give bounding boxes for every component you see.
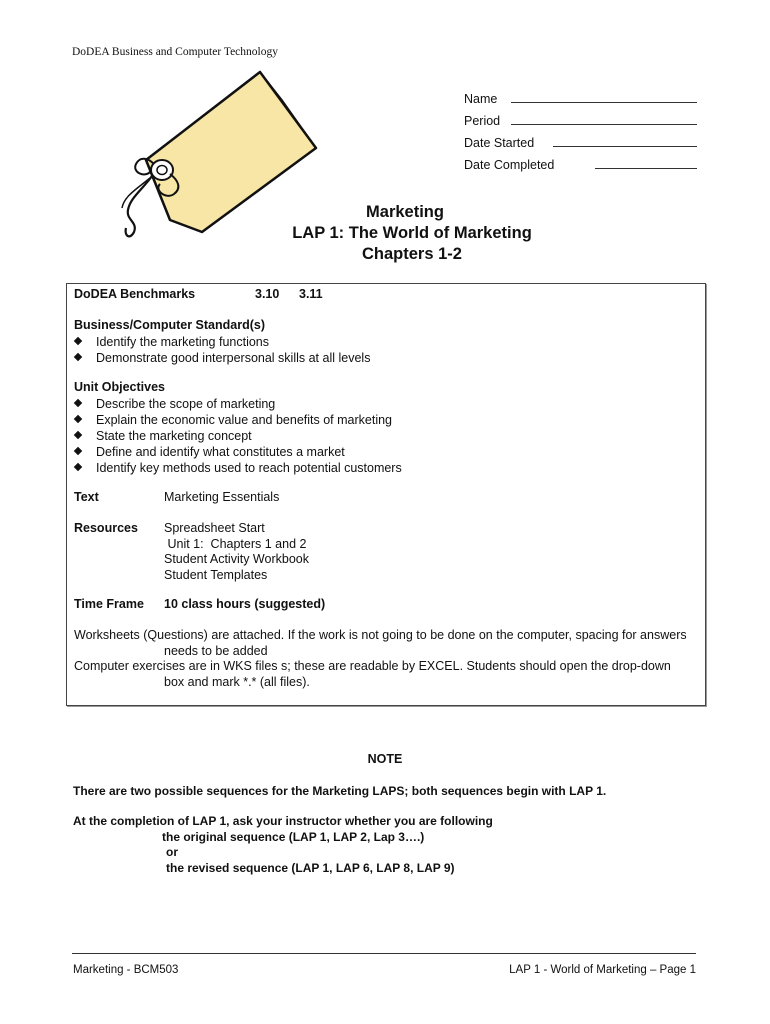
diamond-bullet-icon (74, 463, 82, 471)
diamond-bullet-icon (74, 399, 82, 407)
standards-list (74, 334, 370, 366)
note-paragraph-2-line-1: At the completion of LAP 1, ask your instructor whether you are following (73, 814, 493, 828)
date-completed-line (595, 156, 697, 169)
note-paragraph-2 (73, 814, 493, 876)
list-item: Identify key methods used to reach potential customers (74, 460, 402, 476)
lap-info-box (66, 283, 706, 706)
standards-heading: Business/Computer Standard(s) (74, 318, 266, 332)
resources-label: Resources (74, 521, 138, 535)
period-line (511, 112, 697, 125)
period-label: Period (464, 114, 501, 128)
benchmarks-label: DoDEA Benchmarks (74, 287, 196, 301)
note-1-line-2: needs to be added (164, 643, 268, 658)
timeframe-value: 10 class hours (suggested) (164, 597, 326, 611)
resource-item: Spreadsheet Start (164, 521, 265, 535)
footer-left: Marketing - BCM503 (73, 964, 179, 976)
list-item: State the marketing concept (74, 428, 402, 444)
note-2-line-2: box and mark *.* (all files). (164, 674, 310, 689)
diamond-bullet-icon (74, 353, 82, 361)
resource-item: Unit 1: Chapters 1 and 2 (164, 536, 307, 551)
header-department: DoDEA Business and Computer Technology (72, 46, 278, 58)
footer-right: LAP 1 - World of Marketing – Page 1 (509, 964, 696, 976)
document-title (0, 202, 770, 265)
footer-rule (72, 953, 696, 954)
note-paragraph-1: There are two possible sequences for the Marketing LAPS; both sequences begin with LAP 1. (73, 784, 607, 798)
note-1-line-1: Worksheets (Questions) are attached. If the work is not going to be done on the computer, spacing for answers (74, 628, 687, 642)
list-item: Demonstrate good interpersonal skills at all levels (74, 350, 370, 366)
benchmark-1: 3.10 (255, 287, 280, 301)
name-line (511, 90, 697, 103)
note-paragraph-2-line-4: the revised sequence (LAP 1, LAP 6, LAP 8, LAP 9) (166, 860, 455, 875)
list-item: Identify the marketing functions (74, 334, 370, 350)
timeframe-label: Time Frame (74, 597, 144, 611)
box-notes (74, 628, 687, 690)
note-title: NOTE (367, 752, 403, 766)
note-2-line-1: Computer exercises are in WKS files s; these are readable by EXCEL. Students should open the drop-down (74, 659, 671, 673)
title-line-2: LAP 1: The World of Marketing (292, 224, 532, 242)
name-label: Name (464, 92, 498, 106)
diamond-bullet-icon (74, 447, 82, 455)
resources-list (164, 521, 309, 583)
benchmark-2: 3.11 (299, 287, 323, 301)
resource-item: Student Templates (164, 567, 268, 582)
list-item: Define and identify what constitutes a market (74, 444, 402, 460)
resource-item: Student Activity Workbook (164, 552, 309, 566)
note-paragraph-2-line-2: the original sequence (LAP 1, LAP 2, Lap 3….) (162, 829, 425, 844)
objectives-list (74, 396, 402, 476)
date-started-line (553, 134, 697, 147)
benchmarks-row (74, 287, 323, 301)
title-line-1: Marketing (366, 203, 444, 221)
title-line-3: Chapters 1-2 (362, 245, 462, 263)
objectives-heading: Unit Objectives (74, 380, 165, 394)
list-item: Explain the economic value and benefits of marketing (74, 412, 402, 428)
diamond-bullet-icon (74, 415, 82, 423)
note-paragraph-2-line-3: or (166, 845, 178, 859)
date-completed-label: Date Completed (464, 158, 555, 172)
text-value: Marketing Essentials (164, 490, 280, 504)
text-label: Text (74, 490, 99, 504)
diamond-bullet-icon (74, 337, 82, 345)
date-started-label: Date Started (464, 136, 535, 150)
diamond-bullet-icon (74, 431, 82, 439)
list-item: Describe the scope of marketing (74, 396, 402, 412)
